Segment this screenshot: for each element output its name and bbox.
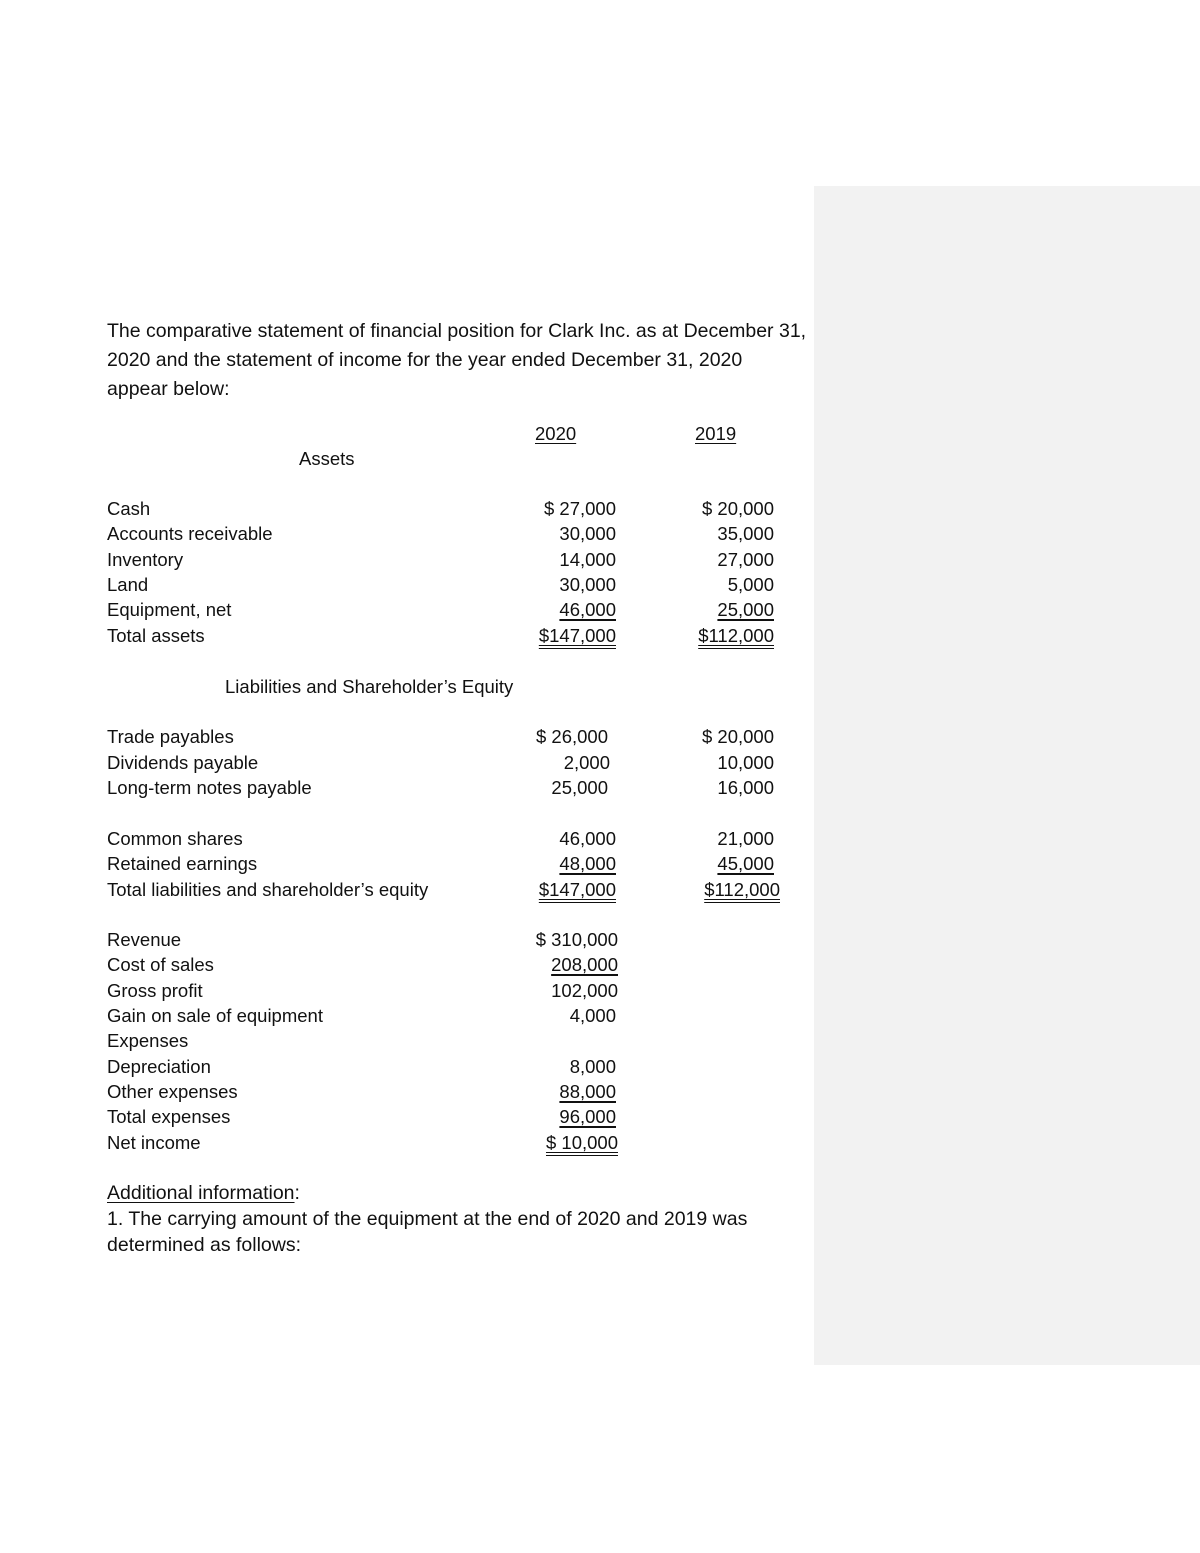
row-label: Equipment, net	[107, 599, 232, 620]
income-row	[0, 954, 1200, 979]
value-2019: $ 20,000	[701, 726, 774, 747]
table-row	[0, 523, 1200, 548]
assets-heading: Assets	[299, 448, 355, 469]
liabilities-heading: Liabilities and Shareholder’s Equity	[225, 676, 514, 697]
income-row	[0, 1056, 1200, 1081]
income-value: $ 310,000	[535, 929, 618, 950]
income-row	[0, 1132, 1200, 1157]
row-label: Gain on sale of equipment	[107, 1005, 323, 1026]
row-label: Depreciation	[107, 1056, 211, 1077]
row-label: Trade payables	[107, 726, 234, 747]
value-2019: 21,000	[717, 828, 774, 849]
value-2019: $ 20,000	[701, 498, 774, 519]
row-label: Gross profit	[107, 980, 203, 1001]
value-2019: 5,000	[727, 574, 774, 595]
value-2019: 16,000	[717, 777, 774, 798]
value-2020: $147,000	[538, 879, 616, 900]
value-2020: 30,000	[559, 574, 616, 595]
income-value: 208,000	[551, 954, 618, 975]
additional-information	[107, 1180, 787, 1258]
row-label: Retained earnings	[107, 853, 258, 874]
row-label: Inventory	[107, 549, 184, 570]
income-value: 4,000	[569, 1005, 616, 1026]
table-row	[0, 828, 1200, 853]
value-2020: 2,000	[563, 752, 610, 773]
value-2019: 25,000	[717, 599, 774, 620]
income-value: $ 10,000	[545, 1132, 618, 1153]
table-row	[0, 574, 1200, 599]
intro-text: The comparative statement of financial position for Clark Inc. as at December 31, 2020 and the statement of income for the year ended December 31, 2020 appear below:	[107, 320, 807, 400]
value-2019: 45,000	[717, 853, 774, 874]
value-2020: $ 27,000	[543, 498, 616, 519]
table-row	[0, 777, 1200, 802]
row-label: Revenue	[107, 929, 182, 950]
table-row	[0, 625, 1200, 650]
income-row	[0, 1106, 1200, 1131]
table-row	[0, 879, 1200, 904]
income-value: 88,000	[559, 1081, 616, 1102]
row-label: Total expenses	[107, 1106, 231, 1127]
additional-information-heading: Additional information	[107, 1182, 295, 1204]
income-row	[0, 1081, 1200, 1106]
column-header-2019: 2019	[695, 423, 737, 444]
income-row	[0, 1030, 1200, 1055]
income-row	[0, 1005, 1200, 1030]
row-label: Total assets	[107, 625, 205, 646]
row-label: Cash	[107, 498, 151, 519]
value-2019: $112,000	[704, 879, 780, 900]
row-label: Expenses	[107, 1030, 189, 1051]
table-row	[0, 752, 1200, 777]
value-2020: 46,000	[559, 828, 616, 849]
income-row	[0, 980, 1200, 1005]
value-2020: 14,000	[559, 549, 616, 570]
income-value: 102,000	[551, 980, 618, 1001]
row-label: Common shares	[107, 828, 243, 849]
row-label: Net income	[107, 1132, 201, 1153]
row-label: Other expenses	[107, 1081, 238, 1102]
table-row	[0, 853, 1200, 878]
value-2020: 25,000	[551, 777, 608, 798]
value-2019: 27,000	[717, 549, 774, 570]
row-label: Total liabilities and shareholder’s equity	[107, 879, 429, 900]
income-row	[0, 929, 1200, 954]
row-label: Land	[107, 574, 149, 595]
table-row	[0, 498, 1200, 523]
additional-item-1: 1. The carrying amount of the equipment at the end of 2020 and 2019 was determined as follows:	[107, 1208, 748, 1256]
table-row	[0, 549, 1200, 574]
table-row	[0, 726, 1200, 751]
value-2019: 35,000	[717, 523, 774, 544]
value-2019: $112,000	[698, 625, 774, 646]
row-label: Cost of sales	[107, 954, 214, 975]
row-label: Long-term notes payable	[107, 777, 312, 798]
value-2020: 30,000	[559, 523, 616, 544]
value-2020: $ 26,000	[535, 726, 608, 747]
income-value: 8,000	[569, 1056, 616, 1077]
intro-paragraph	[107, 317, 807, 404]
value-2020: 48,000	[559, 853, 616, 874]
value-2019: 10,000	[717, 752, 774, 773]
income-value: 96,000	[559, 1106, 616, 1127]
value-2020: 46,000	[559, 599, 616, 620]
row-label: Accounts receivable	[107, 523, 273, 544]
table-row	[0, 599, 1200, 624]
heading-colon: :	[294, 1182, 300, 1204]
value-2020: $147,000	[538, 625, 616, 646]
row-label: Dividends payable	[107, 752, 259, 773]
column-header-2020: 2020	[535, 423, 577, 444]
